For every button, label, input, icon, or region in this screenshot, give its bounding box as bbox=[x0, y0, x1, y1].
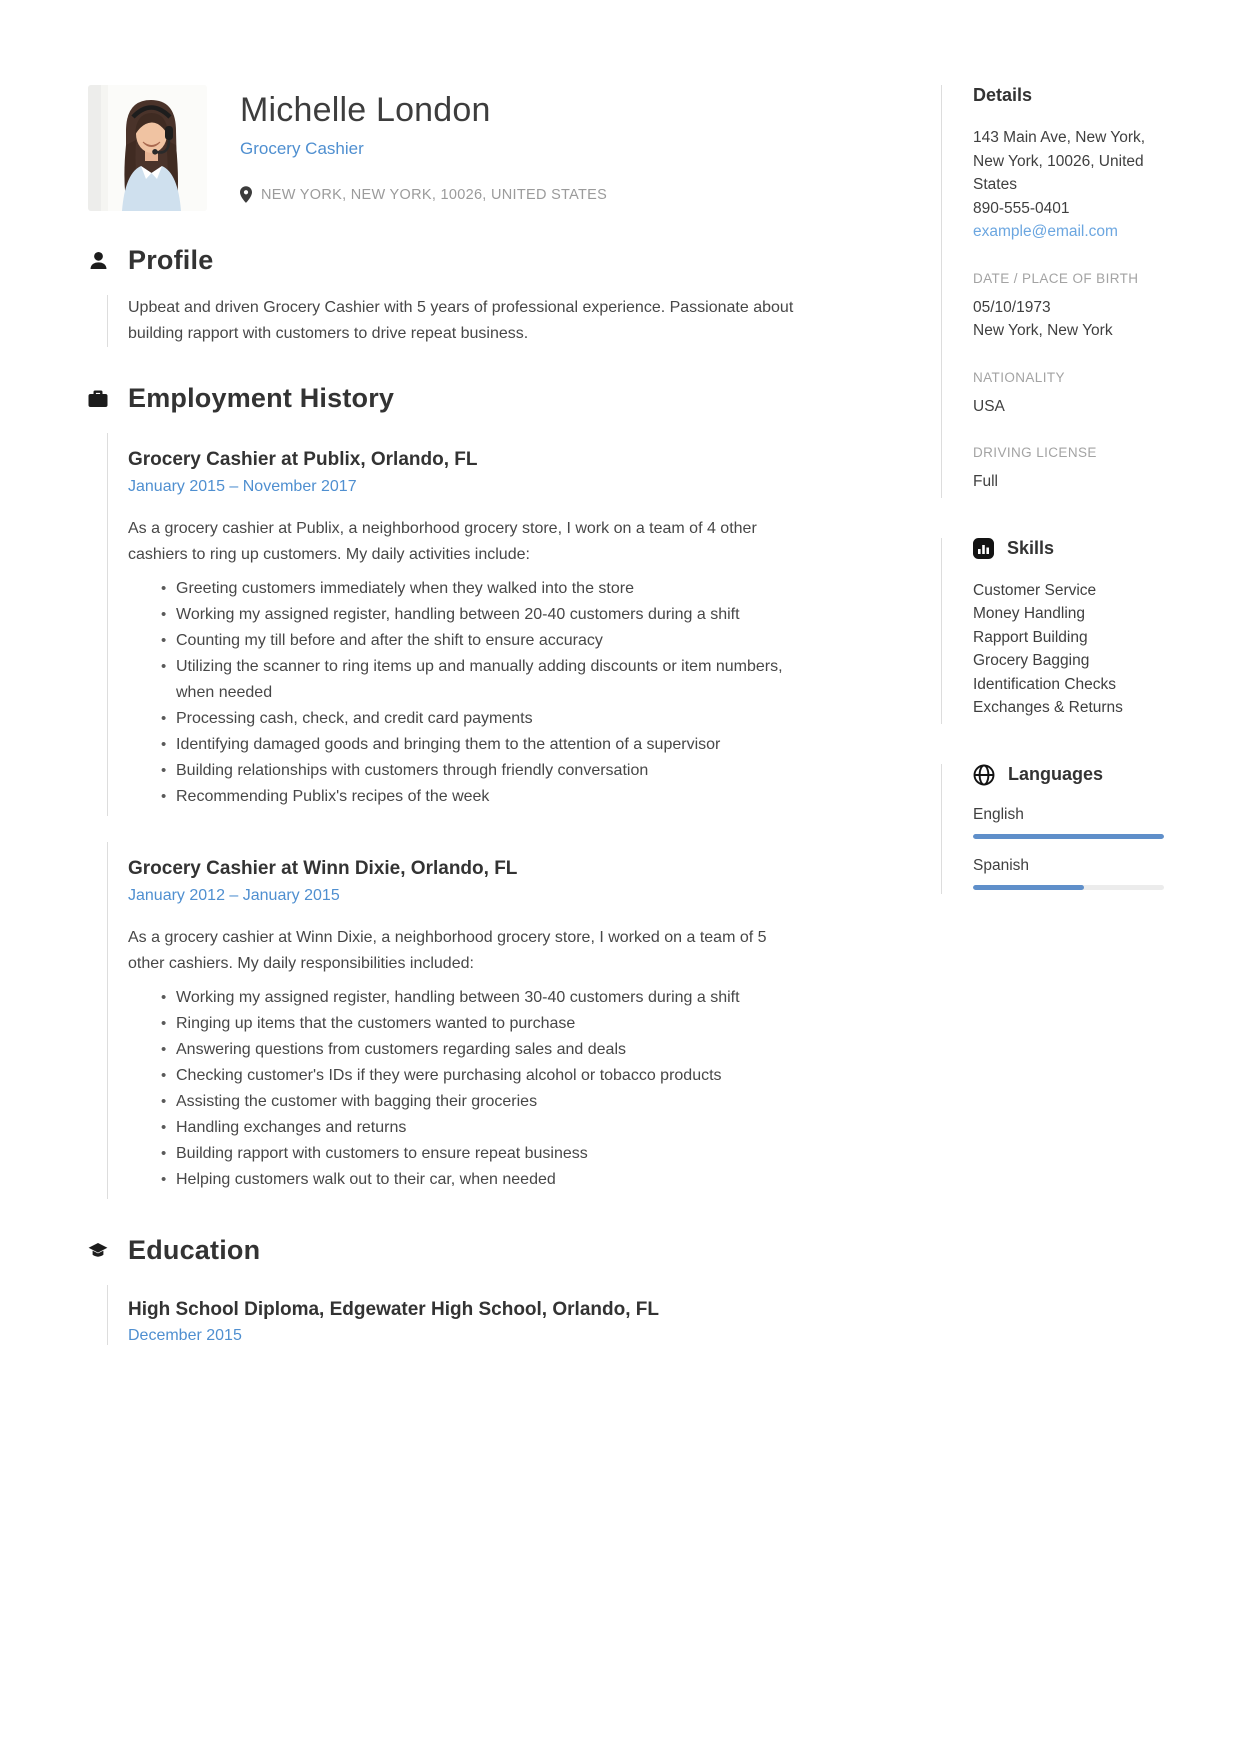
job-bullet: • Building rapport with customers to ensure repeat business bbox=[161, 1141, 802, 1167]
job-bullet: • Working my assigned register, handling between 30-40 customers during a shift bbox=[161, 985, 802, 1011]
job-bullet: • Processing cash, check, and credit card payments bbox=[161, 706, 802, 732]
job-bullet: • Greeting customers immediately when they walked into the store bbox=[161, 576, 802, 602]
bar-chart-icon bbox=[973, 538, 994, 559]
language-level-fill bbox=[973, 834, 1164, 839]
person-job-title: Grocery Cashier bbox=[240, 139, 364, 158]
skills-list bbox=[973, 579, 1165, 720]
employment-section-header bbox=[88, 383, 802, 414]
driving-license-value: Full bbox=[973, 473, 998, 490]
employment-heading: Employment History bbox=[128, 383, 395, 413]
language-item-english bbox=[973, 806, 1165, 839]
education-entry bbox=[107, 1285, 802, 1345]
skill-item: Money Handling bbox=[973, 605, 1086, 622]
job-bullet: • Answering questions from customers regarding sales and deals bbox=[161, 1037, 802, 1063]
skill-item: Exchanges & Returns bbox=[973, 699, 1123, 716]
nationality-value: USA bbox=[973, 397, 1005, 415]
job-bullet: • Counting my till before and after the shift to ensure accuracy bbox=[161, 628, 802, 654]
sidebar bbox=[941, 85, 1165, 894]
job-bullet: • Building relationships with customers through friendly conversation bbox=[161, 758, 802, 784]
language-name: Spanish bbox=[973, 856, 1030, 874]
briefcase-icon bbox=[88, 389, 108, 408]
globe-icon bbox=[973, 764, 995, 786]
job-dates: January 2012 – January 2015 bbox=[128, 887, 340, 904]
job-bullet: • Checking customer's IDs if they were purchasing alcohol or tobacco products bbox=[161, 1063, 802, 1089]
profile-section bbox=[88, 245, 802, 347]
birth-place: New York, New York bbox=[973, 322, 1113, 339]
job-bullet: • Recommending Publix's recipes of the week bbox=[161, 784, 802, 810]
location-pin-icon bbox=[240, 186, 252, 203]
skill-item: Identification Checks bbox=[973, 675, 1117, 693]
job-title: Grocery Cashier at Publix, Orlando, FL bbox=[128, 449, 478, 470]
details-block bbox=[941, 85, 1165, 498]
job-bullet: • Working my assigned register, handling between 20-40 customers during a shift bbox=[161, 602, 802, 628]
profile-body bbox=[107, 295, 802, 347]
location-text: NEW YORK, NEW YORK, 10026, UNITED STATES bbox=[261, 186, 608, 203]
main-column bbox=[88, 85, 802, 1345]
details-heading: Details bbox=[973, 85, 1033, 105]
language-level-fill bbox=[973, 885, 1084, 890]
profile-photo-illustration bbox=[88, 85, 207, 211]
email-link[interactable]: example@email.com bbox=[973, 223, 1118, 240]
nationality-label: NATIONALITY bbox=[973, 369, 1065, 385]
skill-item: Rapport Building bbox=[973, 628, 1088, 646]
job-bullet: • Handling exchanges and returns bbox=[161, 1115, 802, 1141]
birth-label: DATE / PLACE OF BIRTH bbox=[973, 270, 1139, 286]
profile-photo bbox=[88, 85, 207, 211]
person-icon bbox=[88, 251, 108, 270]
profile-section-header bbox=[88, 245, 802, 276]
skills-block bbox=[941, 538, 1165, 724]
skill-item: Grocery Bagging bbox=[973, 652, 1090, 669]
header bbox=[88, 85, 802, 211]
language-item-spanish bbox=[973, 857, 1165, 890]
job-entry-publix bbox=[107, 433, 802, 816]
skills-heading: Skills bbox=[1007, 537, 1055, 558]
education-date: December 2015 bbox=[128, 1327, 242, 1344]
profile-text: Upbeat and driven Grocery Cashier with 5 years of professional experience. Passionate about building rapport with customers to drive repeat business. bbox=[128, 299, 794, 342]
skills-header bbox=[973, 538, 1165, 559]
education-degree: High School Diploma, Edgewater High School, Orlando, FL bbox=[128, 1299, 659, 1320]
job-bullet: • Identifying damaged goods and bringing them to the attention of a supervisor bbox=[161, 732, 802, 758]
birth-date: 05/10/1973 bbox=[973, 298, 1051, 316]
job-dates: January 2015 – November 2017 bbox=[128, 478, 357, 495]
job-title: Grocery Cashier at Winn Dixie, Orlando, FL bbox=[128, 858, 518, 879]
education-heading: Education bbox=[128, 1235, 261, 1265]
driving-license-label: DRIVING LICENSE bbox=[973, 445, 1097, 460]
job-entry-winn-dixie bbox=[107, 842, 802, 1199]
language-level-bar bbox=[973, 885, 1164, 890]
job-bullet: • Assisting the customer with bagging their groceries bbox=[161, 1089, 802, 1115]
job-bullet: • Utilizing the scanner to ring items up and manually adding discounts or item numbers, when needed bbox=[161, 654, 802, 706]
job-bullet: • Helping customers walk out to their car, when needed bbox=[161, 1167, 802, 1193]
language-name: English bbox=[973, 805, 1024, 823]
education-section bbox=[88, 1235, 802, 1345]
languages-header bbox=[973, 764, 1165, 786]
profile-heading: Profile bbox=[128, 245, 214, 275]
graduation-cap-icon bbox=[88, 1242, 108, 1260]
education-section-header bbox=[88, 1235, 802, 1266]
employment-section bbox=[88, 383, 802, 1199]
job-intro: As a grocery cashier at Publix, a neighborhood grocery store, I work on a team of 4 other cashiers to ring up customers. My daily activities include: bbox=[128, 520, 757, 563]
languages-heading: Languages bbox=[1008, 764, 1104, 784]
job-bullet-list bbox=[161, 576, 802, 810]
skill-item: Customer Service bbox=[973, 581, 1097, 599]
job-bullet: • Ringing up items that the customers wanted to purchase bbox=[161, 1011, 802, 1037]
languages-block bbox=[941, 764, 1165, 894]
location-row bbox=[240, 186, 607, 203]
job-bullet-list bbox=[161, 985, 802, 1193]
language-level-bar bbox=[973, 834, 1164, 839]
phone-number: 890-555-0401 bbox=[973, 199, 1070, 217]
job-intro: As a grocery cashier at Winn Dixie, a neighborhood grocery store, I worked on a team of 5 other cashiers. My daily responsibilities included: bbox=[128, 929, 767, 972]
header-text bbox=[240, 85, 607, 211]
person-name: Michelle London bbox=[240, 91, 491, 129]
address-text: 143 Main Ave, New York, New York, 10026, United States bbox=[973, 129, 1146, 193]
